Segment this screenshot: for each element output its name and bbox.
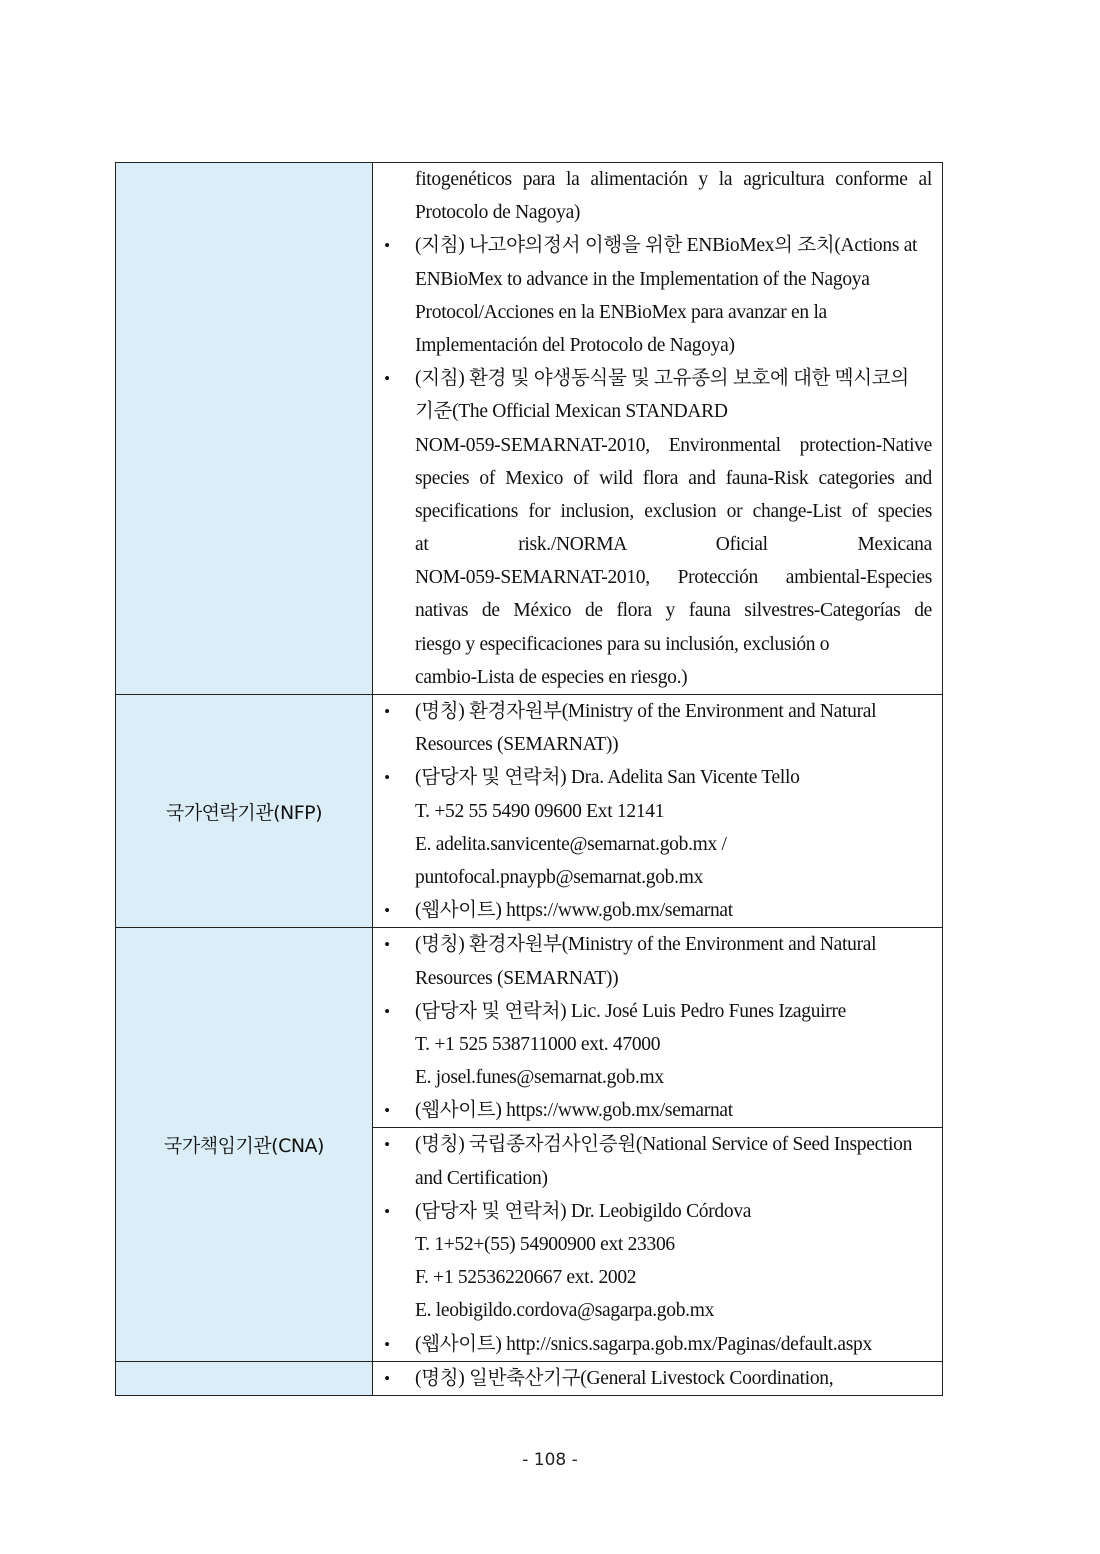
content-line	[373, 329, 942, 362]
line-text: Implementación del Protocolo de Nagoya)	[415, 334, 735, 356]
line-text: Resources (SEMARNAT))	[415, 967, 619, 989]
line-text: T. +1 525 538711000 ext. 47000	[415, 1033, 661, 1055]
bullet-icon: •	[384, 1001, 390, 1021]
row-content-cell	[373, 163, 943, 695]
line-text: (담당자 및 연락처) Dr. Leobigildo Córdova	[415, 1200, 752, 1222]
bullet-icon: •	[384, 1368, 390, 1388]
line-text: species of Mexico of wild flora and fauna-Risk categories and	[415, 467, 932, 489]
line-text: puntofocal.pnaypb@semarnat.gob.mx	[415, 866, 704, 888]
content-line	[373, 1228, 942, 1261]
bullet-icon: •	[384, 702, 390, 721]
bullet-icon: •	[384, 1135, 390, 1155]
line-text: riesgo y especificaciones para su inclusión, exclusión o	[415, 633, 830, 655]
bullet-icon: •	[384, 1201, 390, 1221]
table-row	[116, 1361, 943, 1395]
row-content-cell	[373, 928, 943, 1128]
line-text: Resources (SEMARNAT))	[415, 734, 619, 756]
content-line	[373, 495, 942, 528]
line-text: Protocol/Acciones en la ENBioMex para avanzar en la	[415, 301, 827, 323]
bullet-icon: •	[384, 1101, 390, 1121]
bullet-icon: •	[384, 369, 390, 389]
line-text: NOM-059-SEMARNAT-2010, Protección ambiental-Especies	[415, 567, 932, 589]
line-text: (지침) 환경 및 야생동식물 및 고유종의 보호에 대한 멕시코의	[415, 368, 909, 390]
content-line	[373, 594, 942, 627]
content-line	[373, 462, 942, 495]
line-text: at risk./NORMA Oficial Mexicana	[415, 534, 932, 556]
content-line	[373, 263, 942, 296]
content-line	[373, 795, 942, 828]
content-line	[373, 1294, 942, 1327]
row-content-cell	[373, 1128, 943, 1361]
line-text: ENBioMex to advance in the Implementation of the Nagoya	[415, 268, 870, 290]
content-line	[373, 761, 942, 794]
line-text: (명칭) 환경자원부(Ministry of the Environment and Natural	[415, 701, 877, 722]
institution-table	[115, 162, 943, 1396]
line-text: (명칭) 국립종자검사인증원(National Service of Seed Inspection	[415, 1134, 913, 1156]
content-line	[373, 528, 942, 561]
content-line	[373, 1362, 942, 1395]
content-line	[373, 1162, 942, 1195]
line-text: (지침) 나고야의정서 이행을 위한 ENBioMex의 조치(Actions at	[415, 235, 918, 257]
bullet-icon: •	[384, 236, 390, 256]
content-line	[373, 1328, 942, 1361]
content-line	[373, 362, 942, 395]
row-label-cell	[116, 163, 373, 695]
content-line	[373, 828, 942, 861]
content-line	[373, 1195, 942, 1228]
content-line	[373, 962, 942, 995]
row-label: 국가연락기관(NFP)	[165, 801, 323, 824]
content-line	[373, 995, 942, 1028]
content-line	[373, 661, 942, 694]
line-text: (명칭) 환경자원부(Ministry of the Environment and Natural	[415, 934, 877, 956]
row-content-cell	[373, 1361, 943, 1395]
line-text: cambio-Lista de especies en riesgo.)	[415, 666, 688, 688]
content-line	[373, 1261, 942, 1294]
line-text: F. +1 52536220667 ext. 2002	[415, 1267, 637, 1289]
line-text: (웹사이트) http://snics.sagarpa.gob.mx/Paginas/default.aspx	[415, 1333, 872, 1355]
table-row	[116, 163, 943, 695]
content-line	[373, 1128, 942, 1161]
content-line	[373, 1094, 942, 1127]
row-label-cell	[116, 1361, 373, 1395]
line-text: E. adelita.sanvicente@semarnat.gob.mx /	[415, 833, 727, 855]
content-line	[373, 894, 942, 927]
line-text: and Certification)	[415, 1167, 548, 1189]
content-line	[373, 695, 942, 728]
line-text: NOM-059-SEMARNAT-2010, Environmental protection-Native	[415, 434, 932, 456]
content-line	[373, 163, 942, 196]
line-text: (담당자 및 연락처) Dra. Adelita San Vicente Tello	[415, 767, 800, 789]
page-number: - 108 -	[522, 1450, 578, 1470]
line-text: T. +52 55 5490 09600 Ext 12141	[415, 800, 665, 822]
bullet-icon: •	[384, 901, 390, 921]
line-text: E. leobigildo.cordova@sagarpa.gob.mx	[415, 1300, 715, 1322]
line-text: nativas de México de flora y fauna silvestres-Categorías de	[415, 600, 932, 622]
line-text: (웹사이트) https://www.gob.mx/semarnat	[415, 1100, 733, 1122]
table-row	[116, 695, 943, 928]
row-label-cell	[116, 695, 373, 928]
line-text: (웹사이트) https://www.gob.mx/semarnat	[415, 900, 733, 922]
line-text: Protocolo de Nagoya)	[415, 202, 581, 224]
content-line	[373, 296, 942, 329]
content-line	[373, 196, 942, 229]
line-text: 기준(The Official Mexican STANDARD	[415, 401, 728, 423]
bullet-icon: •	[384, 768, 390, 788]
line-text: (담당자 및 연락처) Lic. José Luis Pedro Funes Izaguirre	[415, 1000, 847, 1022]
line-text: fitogenéticos para la alimentación y la agricultura conforme al	[415, 169, 932, 190]
content-line	[373, 561, 942, 594]
row-label-cell	[116, 928, 373, 1361]
line-text: (명칭) 일반축산기구(General Livestock Coordination,	[415, 1367, 834, 1389]
content-line	[373, 1061, 942, 1094]
content-line	[373, 395, 942, 428]
content-line	[373, 728, 942, 761]
line-text: T. 1+52+(55) 54900900 ext 23306	[415, 1234, 675, 1255]
content-line	[373, 628, 942, 661]
row-content-cell	[373, 695, 943, 928]
row-label: 국가책임기관(CNA)	[164, 1135, 324, 1158]
content-line	[373, 861, 942, 894]
content-line	[373, 928, 942, 961]
bullet-icon: •	[384, 935, 390, 955]
line-text: E. josel.funes@semarnat.gob.mx	[415, 1067, 664, 1089]
bullet-icon: •	[384, 1334, 390, 1354]
content-line	[373, 229, 942, 262]
table-row	[116, 928, 943, 1128]
content-line	[373, 1028, 942, 1061]
line-text: specifications for inclusion, exclusion or change-List of species	[415, 500, 932, 522]
content-line	[373, 429, 942, 462]
